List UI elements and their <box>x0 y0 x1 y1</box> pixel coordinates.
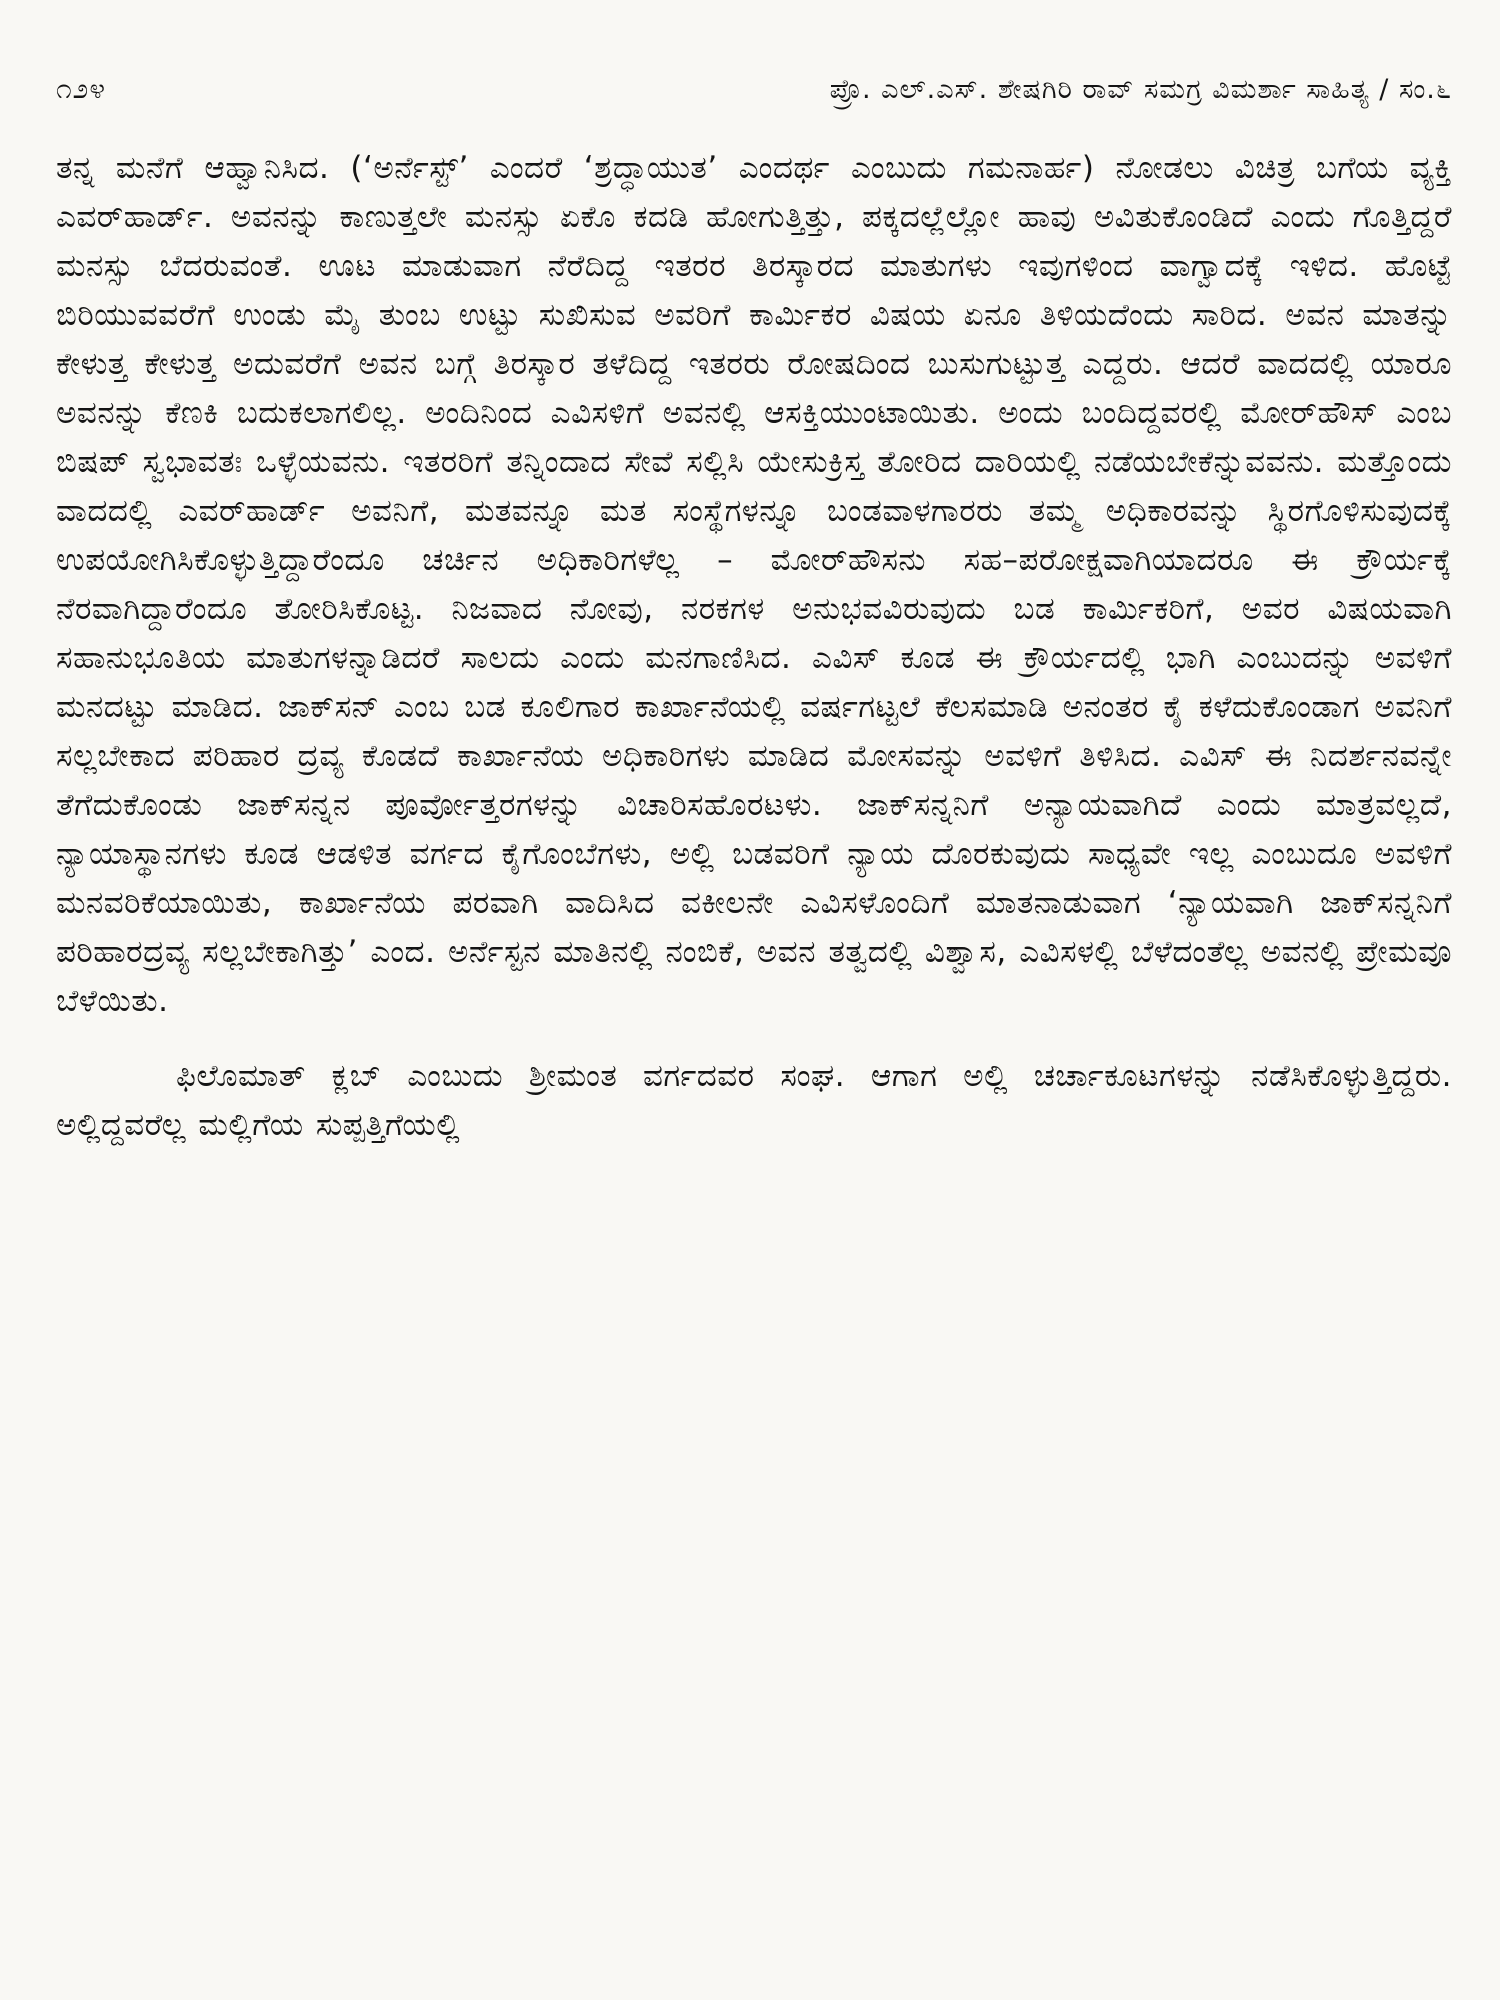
paragraph-1: ತನ್ನ ಮನೆಗೆ ಆಹ್ವಾನಿಸಿದ. (‘ಅರ್ನೆಸ್ಟ್’ ಎಂದರೆ ‘ಶ್ರದ್ಧಾಯುತ’ ಎಂದರ್ಥ ಎಂಬುದು ಗಮನಾರ್ಹ) ನೋಡಲು ವಿಚಿತ್ರ ಬಗೆಯ ವ್ಯಕ್ತಿ ಎವರ್‌ಹಾರ್ಡ್. ಅವನನ್ನು ಕಾಣುತ್ತಲೇ ಮನಸ್ಸು ಏಕೊ ಕದಡಿ ಹೋಗುತ್ತಿತ್ತು, ಪಕ್ಕದಲ್ಲೆಲ್ಲೋ ಹಾವು ಅವಿತುಕೊಂಡಿದೆ ಎಂದು ಗೊತ್ತಿದ್ದರೆ ಮನಸ್ಸು ಬೆದರುವಂತೆ. ಊಟ ಮಾಡುವಾಗ ನೆರೆದಿದ್ದ ಇತರರ ತಿರಸ್ಕಾರದ ಮಾತುಗಳು ಇವುಗಳಿಂದ ವಾಗ್ವಾದಕ್ಕೆ ಇಳಿದ. ಹೊಟ್ಟೆ ಬಿರಿಯುವವರೆಗೆ ಉಂಡು ಮೈ ತುಂಬ ಉಟ್ಟು ಸುಖಿಸುವ ಅವರಿಗೆ ಕಾರ್ಮಿಕರ ವಿಷಯ ಏನೂ ತಿಳಿಯದೆಂದು ಸಾರಿದ. ಅವನ ಮಾತನ್ನು ಕೇಳುತ್ತ ಕೇಳುತ್ತ ಅದುವರೆಗೆ ಅವನ ಬಗ್ಗೆ ತಿರಸ್ಕಾರ ತಳೆದಿದ್ದ ಇತರರು ರೋಷದಿಂದ ಬುಸುಗುಟ್ಟುತ್ತ ಎದ್ದರು. ಆದರೆ ವಾದದಲ್ಲಿ ಯಾರೂ ಅವನನ್ನು ಕೆಣಕಿ ಬದುಕಲಾಗಲಿಲ್ಲ. ಅಂದಿನಿಂದ ಎವಿಸಳಿಗೆ ಅವನಲ್ಲಿ ಆಸಕ್ತಿಯುಂಟಾಯಿತು. ಅಂದು ಬಂದಿದ್ದವರಲ್ಲಿ ಮೋರ್‌ಹೌಸ್ ಎಂಬ ಬಿಷಪ್ ಸ್ವಭಾವತಃ ಒಳ್ಳೆಯವನು. ಇತರರಿಗೆ ತನ್ನಿಂದಾದ ಸೇವೆ ಸಲ್ಲಿಸಿ ಯೇಸುಕ್ರಿಸ್ತ ತೋರಿದ ದಾರಿಯಲ್ಲಿ ನಡೆಯಬೇಕೆನ್ನುವವನು. ಮತ್ತೊಂದು ವಾದದಲ್ಲಿ ಎವರ್‌ಹಾರ್ಡ್ ಅವನಿಗೆ, ಮತವನ್ನೂ ಮತ ಸಂಸ್ಥೆಗಳನ್ನೂ ಬಂಡವಾಳಗಾರರು ತಮ್ಮ ಅಧಿಕಾರವನ್ನು ಸ್ಥಿರಗೊಳಿಸುವುದಕ್ಕೆ ಉಪಯೋಗಿಸಿಕೊಳ್ಳುತ್ತಿದ್ದಾರೆಂದೂ ಚರ್ಚಿನ ಅಧಿಕಾರಿಗಳೆಲ್ಲ – ಮೋರ್‌ಹೌಸನು ಸಹ–ಪರೋಕ್ಷವಾಗಿಯಾದರೂ ಈ ಕ್ರೌರ್ಯಕ್ಕೆ ನೆರವಾಗಿದ್ದಾರೆಂದೂ ತೋರಿಸಿಕೊಟ್ಟ. ನಿಜವಾದ ನೋವು, ನರಕಗಳ ಅನುಭವವಿರುವುದು ಬಡ ಕಾರ್ಮಿಕರಿಗೆ, ಅವರ ವಿಷಯವಾಗಿ ಸಹಾನುಭೂತಿಯ ಮಾತುಗಳನ್ನಾಡಿದರೆ ಸಾಲದು ಎಂದು ಮನಗಾಣಿಸಿದ. ಎವಿಸ್ ಕೂಡ ಈ ಕ್ರೌರ್ಯದಲ್ಲಿ ಭಾಗಿ ಎಂಬುದನ್ನು ಅವಳಿಗೆ ಮನದಟ್ಟು ಮಾಡಿದ. ಜಾಕ್‌ಸನ್ ಎಂಬ ಬಡ ಕೂಲಿಗಾರ ಕಾರ್ಖಾನೆಯಲ್ಲಿ ವರ್ಷಗಟ್ಟಲೆ ಕೆಲಸಮಾಡಿ ಅನಂತರ ಕೈ ಕಳೆದುಕೊಂಡಾಗ ಅವನಿಗೆ ಸಲ್ಲಬೇಕಾದ ಪರಿಹಾರ ದ್ರವ್ಯ ಕೊಡದೆ ಕಾರ್ಖಾನೆಯ ಅಧಿಕಾರಿಗಳು ಮಾಡಿದ ಮೋಸವನ್ನು ಅವಳಿಗೆ ತಿಳಿಸಿದ. ಎವಿಸ್ ಈ ನಿದರ್ಶನವನ್ನೇ ತೆಗೆದುಕೊಂಡು ಜಾಕ್‌ಸನ್ನನ ಪೂರ್ವೋತ್ತರಗಳನ್ನು ವಿಚಾರಿಸಹೊರಟಳು. ಜಾಕ್‌ಸನ್ನನಿಗೆ ಅನ್ಯಾಯವಾಗಿದೆ ಎಂದು ಮಾತ್ರವಲ್ಲದೆ, ನ್ಯಾಯಾಸ್ಥಾನಗಳು ಕೂಡ ಆಡಳಿತ ವರ್ಗದ ಕೈಗೊಂಬೆಗಳು, ಅಲ್ಲಿ ಬಡವರಿಗೆ ನ್ಯಾಯ ದೊರಕುವುದು ಸಾಧ್ಯವೇ ಇಲ್ಲ ಎಂಬುದೂ ಅವಳಿಗೆ ಮನವರಿಕೆಯಾಯಿತು, ಕಾರ್ಖಾನೆಯ ಪರವಾಗಿ ವಾದಿಸಿದ ವಕೀಲನೇ ಎವಿಸಳೊಂದಿಗೆ ಮಾತನಾಡುವಾಗ ‘ನ್ಯಾಯವಾಗಿ ಜಾಕ್‌ಸನ್ನನಿಗೆ ಪರಿಹಾರದ್ರವ್ಯ ಸಲ್ಲಬೇಕಾಗಿತ್ತು’ ಎಂದ. ಅರ್ನೆಸ್ಟನ ಮಾತಿನಲ್ಲಿ ನಂಬಿಕೆ, ಅವನ ತತ್ವದಲ್ಲಿ ವಿಶ್ವಾಸ, ಎವಿಸಳಲ್ಲಿ ಬೆಳೆದಂತೆಲ್ಲ ಅವನಲ್ಲಿ ಪ್ರೇಮವೂ ಬೆಳೆಯಿತು. <box>56 150 1452 1019</box>
paragraph-2: ಫಿಲೊಮಾತ್ ಕ್ಲಬ್ ಎಂಬುದು ಶ್ರೀಮಂತ ವರ್ಗದವರ ಸಂಘ. ಆಗಾಗ ಅಲ್ಲಿ ಚರ್ಚಾಕೂಟಗಳನ್ನು ನಡೆಸಿಕೊಳ್ಳುತ್ತಿದ್ದರು. ಅಲ್ಲಿದ್ದವರೆಲ್ಲ ಮಲ್ಲಿಗೆಯ ಸುಪ್ಪತ್ತಿಗೆಯಲ್ಲಿ <box>56 1058 1452 1143</box>
running-header <box>56 72 1452 128</box>
running-header-title: ಪ್ರೊ. ಎಲ್.ಎಸ್. ಶೇಷಗಿರಿ ರಾವ್ ಸಮಗ್ರ ವಿಮರ್ಶಾ ಸಾಹಿತ್ಯ / ಸಂ.೬ <box>829 74 1452 105</box>
body-text <box>56 144 1452 1150</box>
page-number: ೧೨೪ <box>56 72 107 105</box>
paragraph-spacer <box>56 1026 1452 1052</box>
